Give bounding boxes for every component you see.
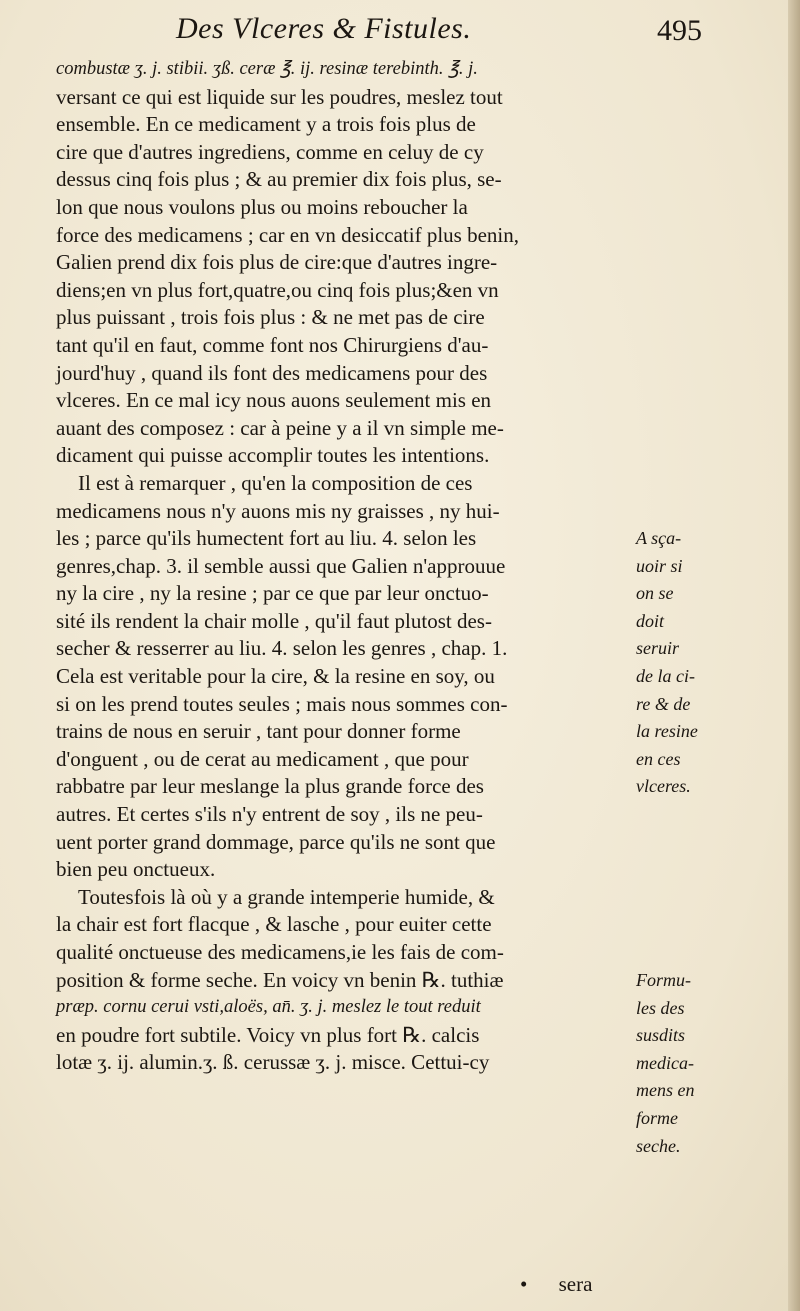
text-line: autres. Et certes s'ils n'y entrent de soy , ils ne peu- [56, 802, 483, 827]
text-line: ny la cire , ny la resine ; par ce que par leur onctuo- [56, 581, 489, 606]
margin-note-line: susdits [636, 1025, 686, 1046]
text-line: ensemble. En ce medicament y a trois fois plus de [56, 112, 476, 137]
text-line: rabbatre par leur meslange la plus grande force des [56, 774, 484, 799]
margin-note-line: mens en [636, 1080, 695, 1101]
page-footer [520, 1272, 592, 1297]
text-line: tant qu'il en faut, comme font nos Chirurgiens d'au- [56, 332, 489, 357]
text-line: secher & resserrer au liu. 4. selon les genres , chap. 1. [56, 636, 508, 661]
text-line: præp. cornu cerui vsti,aloës, an̄. ʒ. j. meslez le tout reduit [56, 997, 481, 1018]
text-line: diens;en vn plus fort,quatre,ou cinq fois plus;&en vn [56, 277, 499, 302]
margin-note-line: Formu- [636, 970, 691, 990]
text-line: position & forme seche. En voicy vn benin ℞. tuthiæ [56, 967, 504, 992]
text-line: qualité onctueuse des medicamens,ie les fais de com- [56, 940, 504, 964]
margin-note-line: re & de [636, 693, 691, 714]
text-line: dicament qui puisse accomplir toutes les intentions. [56, 443, 490, 468]
text-line: cire que d'autres ingrediens, comme en celuy de cy [56, 139, 484, 164]
text-line: la chair est fort flacque , & lasche , pour euiter cette [56, 912, 492, 937]
catchword: sera [558, 1272, 593, 1296]
text-line: lotæ ʒ. ij. alumin.ʒ. ß. cerussæ ʒ. j. misce. Cettui-cy [56, 1050, 490, 1075]
text-line: les ; parce qu'ils humectent fort au liu. 4. selon les [56, 526, 477, 551]
text-line: uent porter grand dommage, parce qu'ils ne sont que [56, 829, 496, 854]
text-line: auant des composez : car à peine y a il vn simple me- [56, 415, 504, 440]
text-line: dessus cinq fois plus ; & au premier dix fois plus, se- [56, 167, 502, 192]
text-line: lon que nous voulons plus ou moins reboucher la [56, 194, 468, 219]
page-number: 495 [657, 14, 702, 47]
text-line: vlceres. En ce mal icy nous auons seulement mis en [56, 388, 492, 413]
body-text [56, 56, 626, 1077]
text-line: versant ce qui est liquide sur les poudres, meslez tout [56, 84, 503, 109]
text-line: Cela est veritable pour la cire, & la resine en soy, ou [56, 664, 495, 689]
margin-note-line: seche. [636, 1135, 681, 1156]
text-line: genres,chap. 3. il semble aussi que Galien n'approuue [56, 553, 506, 578]
text-line: bien peu onctueux. [56, 857, 216, 882]
text-line: en poudre fort subtile. Voicy vn plus fort ℞. calcis [56, 1022, 480, 1047]
margin-note-line: A sça- [636, 528, 682, 548]
margin-note-formules [636, 967, 786, 1160]
margin-note-line: doit [636, 610, 665, 631]
margin-note-line: les des [636, 997, 685, 1018]
margin-note-line: en ces [636, 748, 681, 769]
margin-note-line: medica- [636, 1052, 694, 1073]
margin-note-line: la resine [636, 721, 698, 742]
margin-note-line: de la ci- [636, 665, 695, 686]
text-line: si on les prend toutes seules ; mais nous sommes con- [56, 691, 508, 716]
text-line: Il est à remarquer , qu'en la composition de ces [78, 470, 473, 495]
text-line: sité ils rendent la chair molle , qu'il faut plutost des- [56, 608, 492, 633]
margin-note-line: on se [636, 583, 674, 604]
text-line: jourd'huy , quand ils font des medicamens pour des [56, 360, 488, 385]
text-line: d'onguent , ou de cerat au medicament , que pour [56, 746, 469, 771]
page-edge [788, 0, 800, 1311]
margin-note-line: vlceres. [636, 776, 691, 797]
page-header [58, 8, 718, 52]
text-line: combustæ ʒ. j. stibii. ʒß. ceræ ℥. ij. resinæ terebinth. ℥. j. [56, 59, 478, 79]
margin-note-line: seruir [636, 638, 680, 659]
running-title: Des Vlceres & Fistules. [176, 12, 472, 45]
margin-note-cire-resine [636, 525, 786, 801]
text-line: Toutesfois là où y a grande intemperie humide, & [78, 884, 495, 909]
text-line: Galien prend dix fois plus de cire:que d'autres ingre- [56, 250, 498, 275]
signature-mark: • [520, 1272, 528, 1296]
text-line: medicamens nous n'y auons mis ny graisses , ny hui- [56, 498, 500, 523]
margin-note-line: uoir si [636, 555, 683, 576]
margin-note-line: forme [636, 1107, 678, 1128]
text-line: plus puissant , trois fois plus : & ne met pas de cire [56, 305, 485, 330]
text-line: trains de nous en seruir , tant pour donner forme [56, 719, 461, 744]
text-line: force des medicamens ; car en vn desiccatif plus benin, [56, 222, 519, 247]
